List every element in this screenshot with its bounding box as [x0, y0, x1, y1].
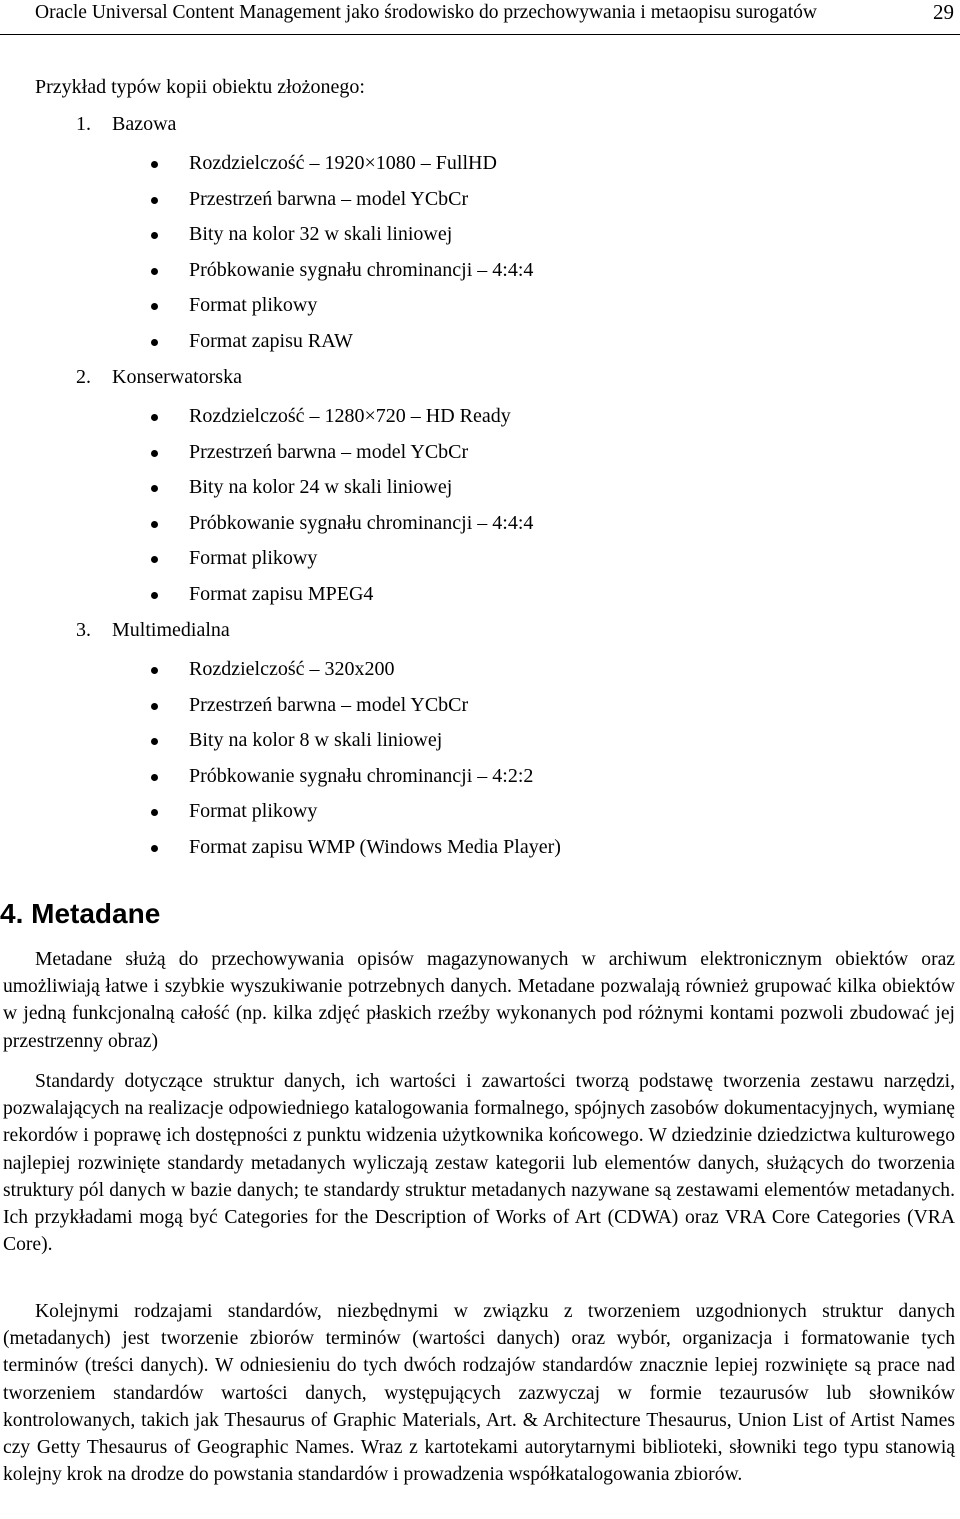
- bullet-icon: [151, 303, 158, 310]
- section-title: Multimedialna: [112, 619, 230, 641]
- bullet-icon: [151, 774, 158, 781]
- bullet-icon: [151, 339, 158, 346]
- paragraph: Metadane służą do przechowywania opisów magazynowanych w archiwum elektronicznym obiektów oraz umożliwiają łatwe i szybkie wyszukiwanie potrzebnych danych. Metadane pozwalają również grupować kilka obiektów w jedną funkcjonalną całość (np. kilka zdjęć płaskich rzeźby wykonanych pod różnymi kontami pozwoli zbudować jej przestrzenny obraz): [3, 949, 955, 1052]
- bullet-icon: [151, 667, 158, 674]
- section-title: Bazowa: [112, 113, 177, 135]
- bullet-icon: [151, 556, 158, 563]
- running-title: Oracle Universal Content Management jako środowisko do przechowywania i metaopisu surogatów: [35, 2, 817, 23]
- intro-text: Przykład typów kopii obiektu złożonego:: [35, 76, 365, 98]
- bullet-icon: [151, 485, 158, 492]
- bullet-icon: [151, 845, 158, 852]
- bullet-icon: [151, 197, 158, 204]
- section-heading-metadane: 4. Metadane: [0, 898, 161, 929]
- bullet-icon: [151, 161, 158, 168]
- bullet-icon: [151, 521, 158, 528]
- page-number: 29: [933, 0, 954, 24]
- section-heading: [76, 619, 230, 642]
- section-number: 2.: [76, 366, 91, 388]
- paragraph: Kolejnymi rodzajami standardów, niezbędnymi w związku z tworzeniem uzgodnionych struktur danych (metadanych) jest tworzenie zbiorów terminów (wartości danych) oraz wybór, organizacja i formatowanie tych terminów (treści danych). W odniesieniu do tych dwóch rodzajów standardów znacznie lepiej rozwinięte są prace nad tworzeniem standardów wartości danych, występujących zazwyczaj w formie tezaurusów lub słowników kontrolowanych, takich jak Thesaurus of Graphic Materials, Art. & Architecture Thesaurus, Union List of Artist Names czy Getty Thesaurus of Geographic Names. Wraz z kartotekami autorytarnymi biblioteki, słowniki tego typu stanowią kolejny krok na drodze do powstania standardów i prowadzenia współkatalogowania zbiorów.: [3, 1301, 955, 1486]
- section-number: 1.: [76, 113, 91, 135]
- bullet-icon: [151, 268, 158, 275]
- bullet-icon: [151, 414, 158, 421]
- bullet-icon: [151, 450, 158, 457]
- section-heading: [76, 366, 242, 389]
- bullet-icon: [151, 809, 158, 816]
- section-title: Konserwatorska: [112, 366, 242, 388]
- bullet-icon: [151, 703, 158, 710]
- bullet-icon: [151, 592, 158, 599]
- section-heading: [76, 113, 176, 136]
- paragraph: Standardy dotyczące struktur danych, ich wartości i zawartości tworzą podstawę tworzenia zestawu narzędzi, pozwalających na realizacje odpowiedniego katalogowania formalnego, spójnych zasobów dokumentacyjnych, wymianę rekordów i poprawę ich dostępności z punktu widzenia użytkownika końcowego. W dziedzinie dziedzictwa kulturowego najlepiej rozwinięte standardy metadanych wyliczają zestaw kategorii lub elementów danych, służących do tworzenia struktury pól danych w bazie danych; te standardy struktur metadanych nazywane są zestawami elementów metadanych. Ich przykładami mogą być Categories for the Description of Works of Art (CDWA) oraz VRA Core Categories (VRA Core).: [3, 1071, 955, 1256]
- section-number: 3.: [76, 619, 91, 641]
- bullet-icon: [151, 232, 158, 239]
- page-header: [0, 0, 960, 35]
- bullet-icon: [151, 738, 158, 745]
